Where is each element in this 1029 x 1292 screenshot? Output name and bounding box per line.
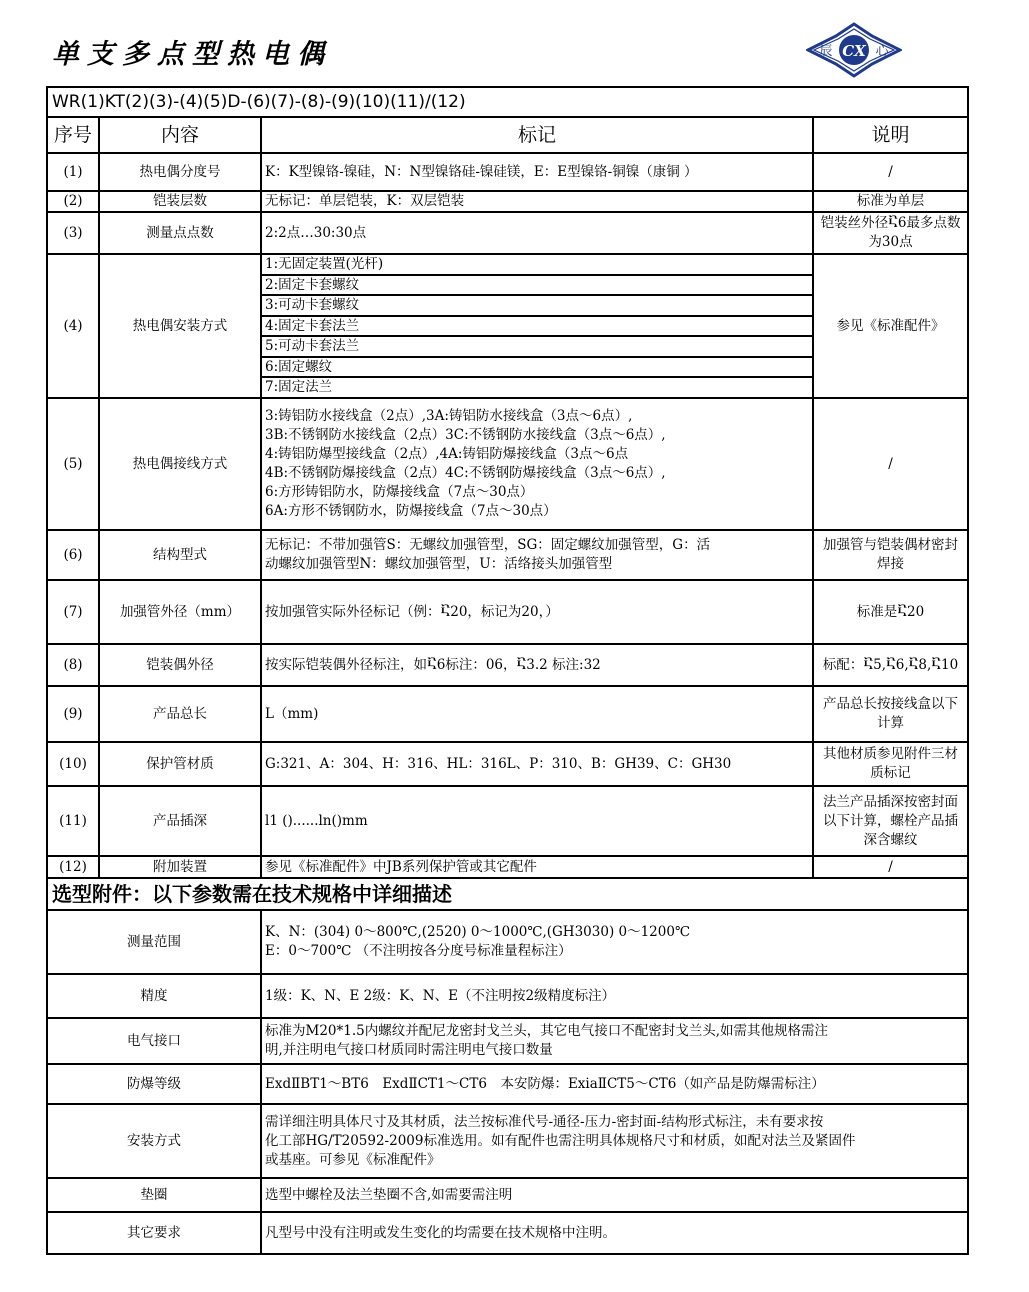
row-note: / (813, 153, 968, 191)
row-mark (261, 644, 813, 686)
row-note: 标准是Ⴀ20 (813, 580, 968, 644)
row-mark (261, 580, 813, 644)
mark-line: 3:铸铝防水接线盒（2点）,3A:铸铝防水接线盒（3点～6点）, (265, 408, 633, 424)
row-num: (8) (47, 644, 99, 686)
option-line: 化工部HG/T20592-2009标准选用。如有配件也需注明具体规格尺寸和材质，如配对法兰及紧固件 (265, 1132, 856, 1149)
option-line: 标准为M20*1.5内螺纹并配尼龙密封戈兰头，其它电气接口不配密封戈兰头,如需其他规格需注 (265, 1023, 829, 1039)
company-logo (806, 22, 902, 78)
option-line: ExdⅡBT1～BT6 ExdⅡCT1～CT6 本安防爆：ExiaⅡCT5～CT6（如产品是防爆需标注） (265, 1075, 825, 1092)
header-mark: 标记 (261, 117, 813, 153)
section-row (47, 878, 968, 910)
mark-line: 6A:方形不锈钢防水，防爆接线盒（7点～30点） (265, 503, 557, 519)
row-num: (5) (47, 398, 99, 530)
row-num: (11) (47, 786, 99, 856)
mark-line: l1 ()......ln()mm (265, 812, 368, 829)
mark-line: 4:铸铝防爆型接线盒（2点）,4A:铸铝防爆接线盒（3点～6点 (265, 446, 629, 462)
main-rows (47, 153, 968, 878)
option-label: 测量范围 (47, 910, 261, 974)
row-note: 标准为单层 (813, 191, 968, 212)
mark-line: 3B:不锈钢防水接线盒（2点）3C:不锈钢防水接线盒（3点～6点）, (265, 427, 666, 443)
header-num: 序号 (47, 117, 99, 153)
option-text (261, 1104, 968, 1178)
mark-line: 动螺纹加强管型N：螺纹加强管型，U：活络接头加强管型 (265, 556, 613, 572)
row-note: 标配：Ⴀ5,Ⴀ6,Ⴀ8,Ⴀ10 (813, 644, 968, 686)
table-row (47, 742, 968, 786)
table-row (47, 580, 968, 644)
row-content: 保护管材质 (99, 742, 261, 786)
option-text (261, 1178, 968, 1212)
mark-line: 无标记：不带加强管S：无螺纹加强管型，SG：固定螺纹加强管型，G：活 (265, 537, 711, 553)
table-row (47, 786, 968, 856)
option-text (261, 910, 968, 974)
spec-table (46, 86, 969, 1255)
mark-line: 按加强管实际外径标记（例：Ⴀ20，标记为20，） (265, 603, 559, 620)
mark-line: 2:2点…30:30点 (265, 224, 367, 241)
row-mark (261, 786, 813, 856)
row-mark (261, 686, 813, 742)
row-note: / (813, 856, 968, 878)
row-note: 加强管与铠装偶材密封焊接 (813, 530, 968, 580)
row-content: 热电偶安装方式 (99, 254, 261, 398)
mark-line: 6:固定螺纹 (262, 358, 812, 379)
option-label: 其它要求 (47, 1212, 261, 1254)
table-row (47, 153, 968, 191)
option-line: 明,并注明电气接口材质同时需注明电气接口数量 (265, 1042, 553, 1058)
row-mark (261, 191, 813, 212)
row-mark (261, 254, 813, 398)
row-content: 加强管外径（mm） (99, 580, 261, 644)
table-row (47, 254, 968, 398)
row-num: (9) (47, 686, 99, 742)
option-line: 需详细注明具体尺寸及其材质，法兰按标准代号-通径-压力-密封面-结构形式标注，未有要求按 (265, 1113, 824, 1130)
option-row (47, 1212, 968, 1254)
section-title: 选型附件：以下参数需在技术规格中详细描述 (47, 878, 968, 910)
row-note: 参见《标准配件》 (813, 254, 968, 398)
table-row (47, 398, 968, 530)
option-line: 或基座。可参见《标准配件》 (265, 1151, 441, 1168)
row-num: (7) (47, 580, 99, 644)
mark-line: 2:固定卡套螺纹 (262, 276, 812, 297)
table-row (47, 856, 968, 878)
option-label: 精度 (47, 974, 261, 1018)
row-num: (3) (47, 212, 99, 254)
row-note: 产品总长按接线盒以下计算 (813, 686, 968, 742)
mark-line: 按实际铠装偶外径标注，如Ⴀ6标注：06，Ⴀ3.2 标注:32 (265, 656, 601, 673)
row-num: (6) (47, 530, 99, 580)
logo-center-text: CX (842, 42, 866, 60)
option-rows (47, 910, 968, 1254)
mark-line: 6:方形铸铝防水，防爆接线盒（7点～30点） (265, 484, 534, 500)
mark-line: 7:固定法兰 (265, 379, 333, 396)
row-mark (261, 212, 813, 254)
table-row (47, 212, 968, 254)
row-mark (261, 398, 813, 530)
row-num: (4) (47, 254, 99, 398)
row-note: 铠装丝外径Ⴀ6最多点数为30点 (813, 212, 968, 254)
page-title: 单支多点型热电偶 (52, 39, 332, 70)
table-row (47, 644, 968, 686)
row-mark (261, 530, 813, 580)
row-content: 铠装层数 (99, 191, 261, 212)
option-row (47, 1064, 968, 1104)
option-text (261, 1212, 968, 1254)
mark-line: G:321、A：304、H：316、HL：316L、P：310、B：GH39、C：GH30 (265, 755, 732, 772)
option-line: E：0～700℃ （不注明按各分度号标准量程标注） (265, 943, 572, 959)
row-mark (261, 153, 813, 191)
row-mark (261, 742, 813, 786)
mark-line: 4B:不锈钢防爆接线盒（2点）4C:不锈钢防爆接线盒（3点～6点）, (265, 465, 666, 481)
row-num: (2) (47, 191, 99, 212)
row-num: (1) (47, 153, 99, 191)
row-content: 附加装置 (99, 856, 261, 878)
row-content: 热电偶接线方式 (99, 398, 261, 530)
table-row (47, 530, 968, 580)
option-label: 安装方式 (47, 1104, 261, 1178)
mark-line: K：K型镍铬-镍硅，N：N型镍铬硅-镍硅镁，E：E型镍铬-铜镍（康铜 ） (265, 163, 698, 180)
header-content: 内容 (99, 117, 261, 153)
option-text (261, 1064, 968, 1104)
mark-line: L（mm) (265, 705, 319, 722)
model-code-row (47, 87, 968, 117)
row-num: (10) (47, 742, 99, 786)
logo-left-char: 辰 (819, 44, 833, 59)
row-mark (261, 856, 813, 878)
mark-line: 4:固定卡套法兰 (262, 317, 812, 338)
logo-right-char: 心 (875, 44, 889, 59)
mark-line: 5:可动卡套法兰 (262, 337, 812, 358)
row-content: 结构型式 (99, 530, 261, 580)
table-row (47, 191, 968, 212)
option-label: 防爆等级 (47, 1064, 261, 1104)
option-line: 凡型号中没有注明或发生变化的均需要在技术规格中注明。 (265, 1224, 616, 1241)
option-label: 垫圈 (47, 1178, 261, 1212)
mark-line: 1:无固定装置(光杆) (262, 255, 812, 276)
row-content: 产品总长 (99, 686, 261, 742)
model-code: WR(1)KT(2)(3)-(4)(5)D-(6)(7)-(8)-(9)(10)(11)/(12) (47, 87, 968, 117)
option-row (47, 1178, 968, 1212)
row-content: 铠装偶外径 (99, 644, 261, 686)
option-text (261, 1018, 968, 1064)
row-note: / (813, 398, 968, 530)
mark-line: 参见《标准配件》中JB系列保护管或其它配件 (265, 858, 537, 875)
mark-line: 无标记：单层铠装，K：双层铠装 (265, 193, 465, 209)
row-note: 其他材质参见附件三材质标记 (813, 742, 968, 786)
row-content: 热电偶分度号 (99, 153, 261, 191)
mark-line: 3:可动卡套螺纹 (262, 296, 812, 317)
option-line: K、N：(304) 0～800℃,(2520) 0～1000℃,(GH3030) 0～1200℃ (265, 924, 691, 940)
row-content: 产品插深 (99, 786, 261, 856)
row-note: 法兰产品插深按密封面以下计算，螺栓产品插深含螺纹 (813, 786, 968, 856)
option-line: 选型中螺栓及法兰垫圈不含,如需要需注明 (265, 1186, 513, 1203)
table-row (47, 686, 968, 742)
option-row (47, 1018, 968, 1064)
header-row (47, 117, 968, 153)
option-row (47, 1104, 968, 1178)
header-note: 说明 (813, 117, 968, 153)
row-num: (12) (47, 856, 99, 878)
option-row (47, 974, 968, 1018)
option-label: 电气接口 (47, 1018, 261, 1064)
row-content: 测量点点数 (99, 212, 261, 254)
option-row (47, 910, 968, 974)
option-line: 1级：K、N、E 2级：K、N、E（不注明按2级精度标注） (265, 987, 616, 1004)
option-text (261, 974, 968, 1018)
